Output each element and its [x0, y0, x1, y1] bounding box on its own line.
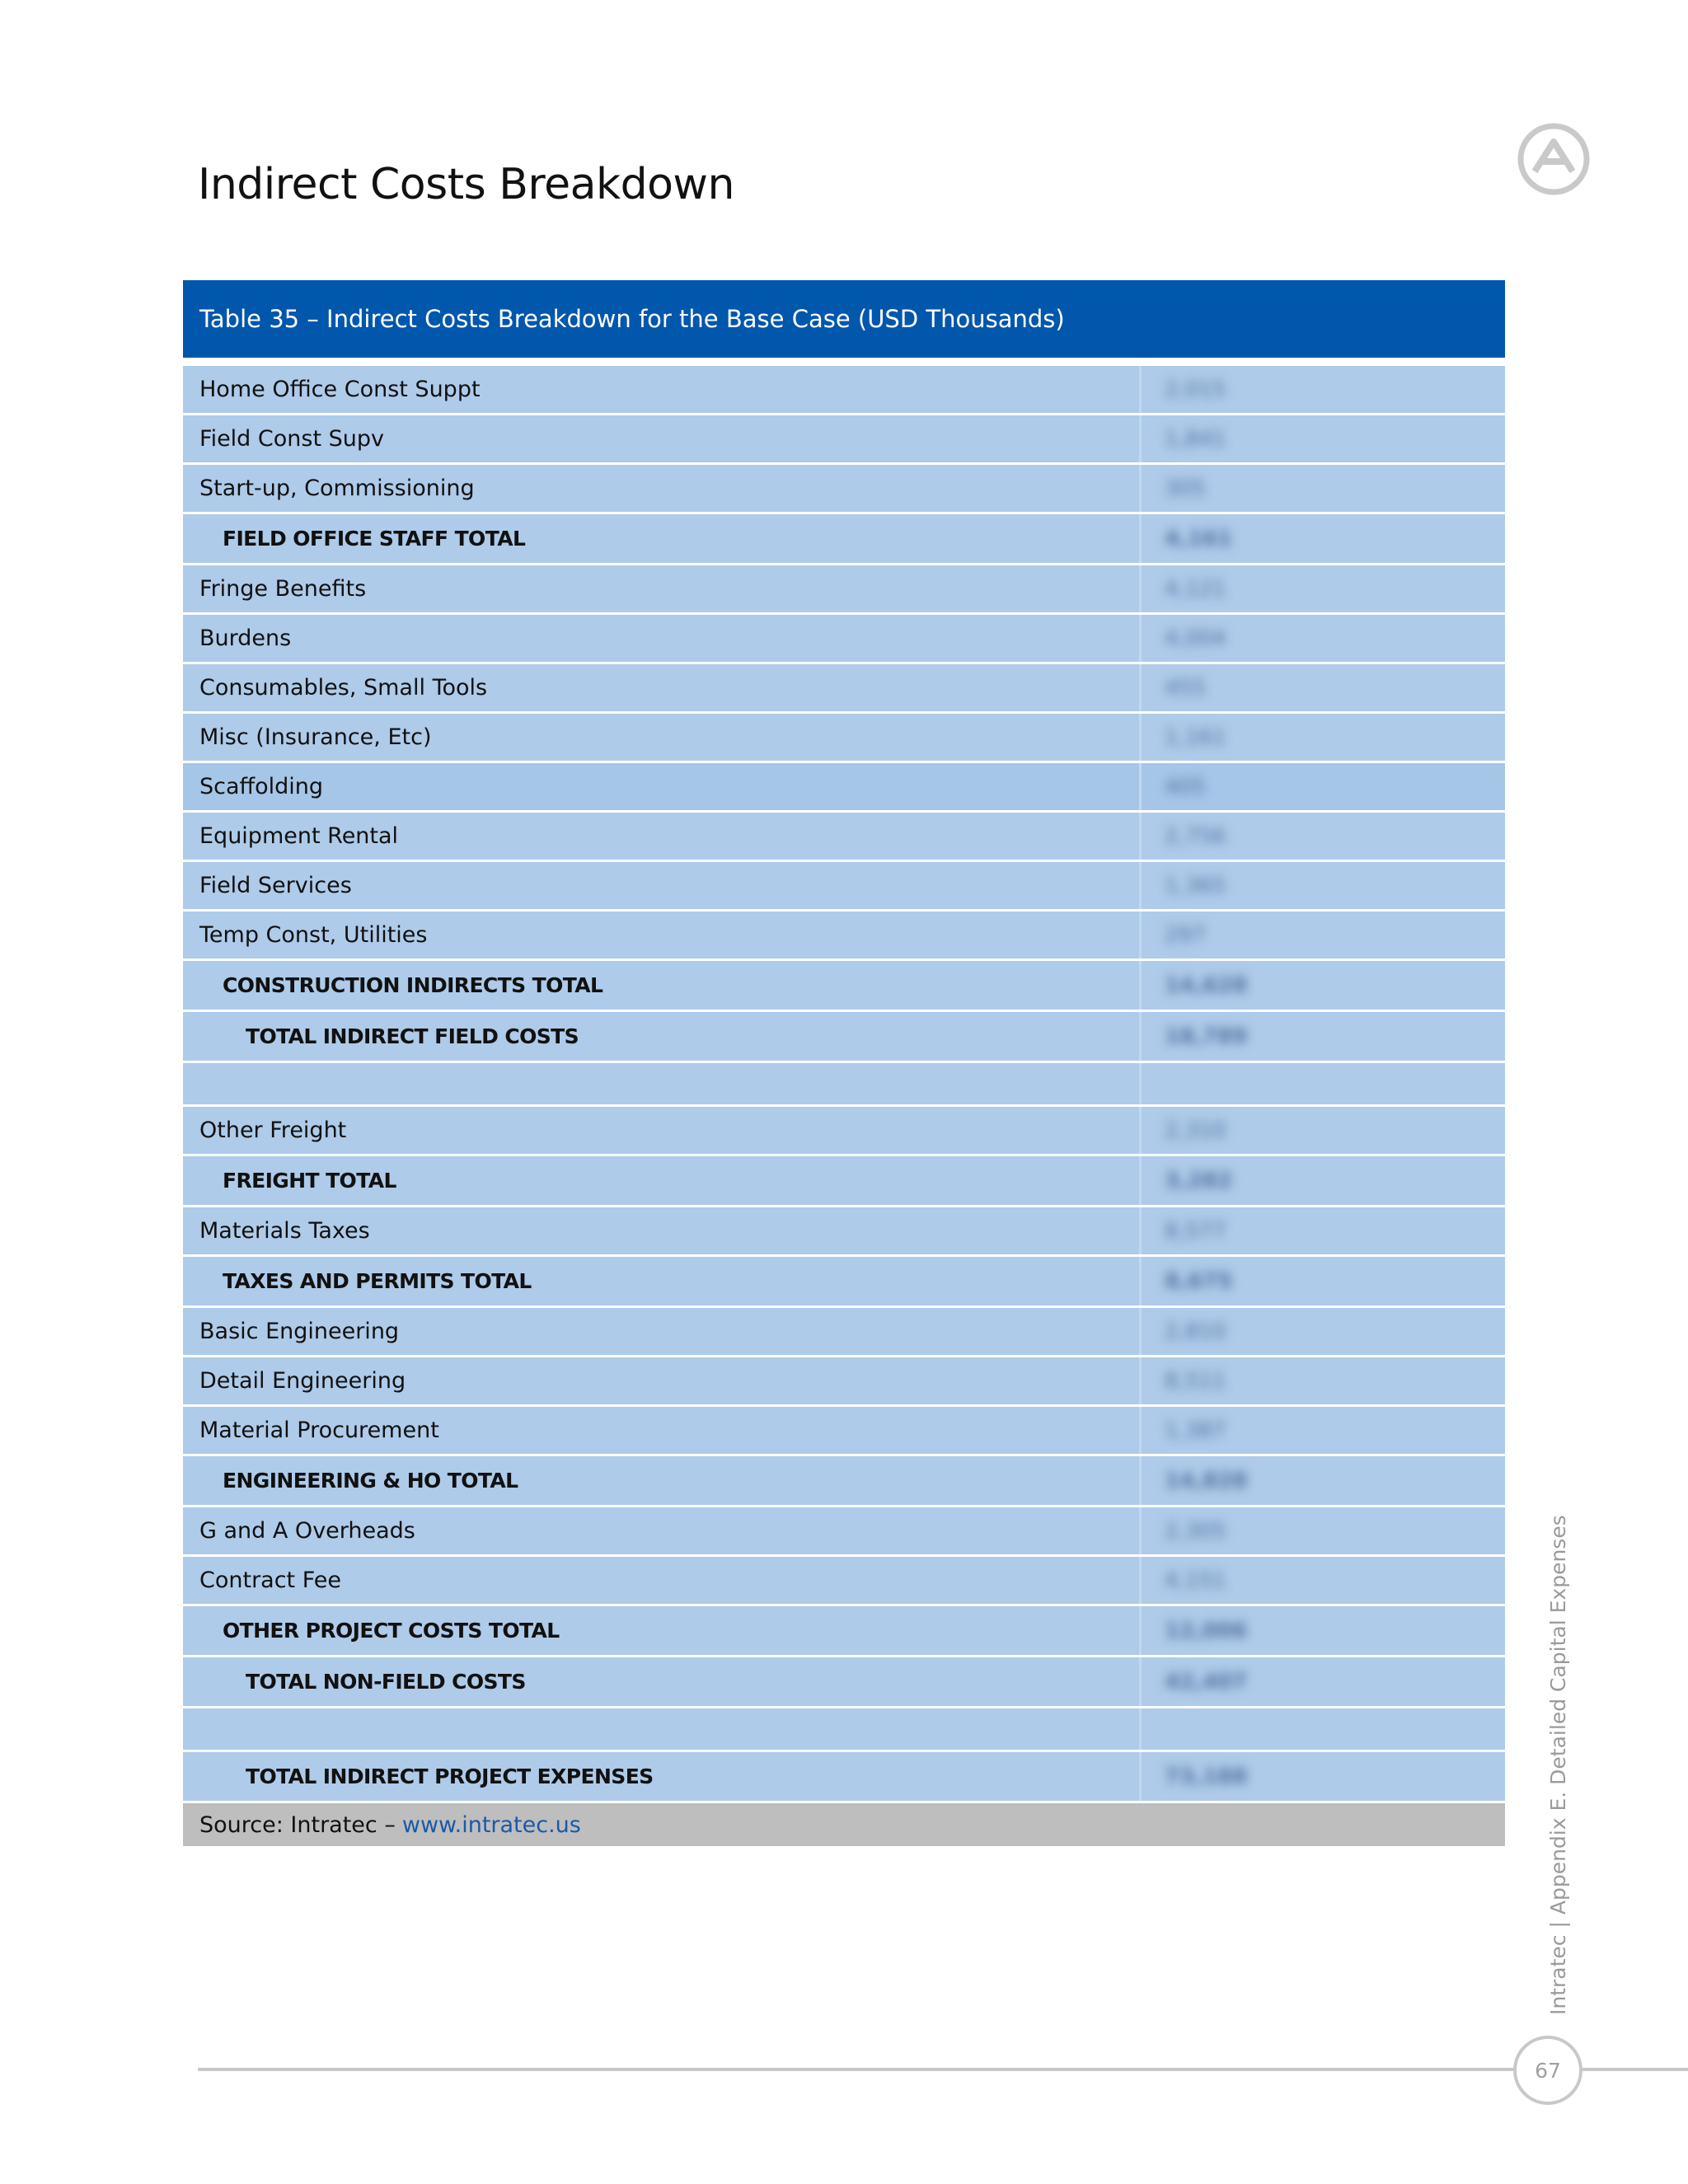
row-label: Burdens [199, 626, 292, 651]
indirect-costs-table [183, 280, 1505, 1846]
row-label: TOTAL INDIRECT FIELD COSTS [246, 1024, 579, 1048]
intratec-logo-icon [1517, 122, 1591, 196]
table-total-row [183, 1012, 1505, 1063]
row-label: Consumables, Small Tools [199, 675, 488, 701]
row-label: Start-up, Commissioning [199, 476, 475, 501]
table-row [183, 1407, 1505, 1456]
table-row [183, 1357, 1505, 1407]
row-value: 297 [1165, 922, 1206, 948]
row-value: 1,365 [1165, 873, 1226, 898]
table-row [183, 1207, 1505, 1257]
row-value-cell [1139, 961, 1505, 1010]
row-value: 455 [1165, 675, 1206, 701]
row-label: Home Office Const Suppt [199, 377, 481, 402]
row-value: 405 [1165, 774, 1206, 799]
row-label: TOTAL NON-FIELD COSTS [246, 1670, 526, 1694]
row-value: 305 [1165, 476, 1206, 501]
page-title: Indirect Costs Breakdown [198, 160, 734, 209]
table-spacer-row [183, 1063, 1505, 1107]
table-total-row [183, 1752, 1505, 1803]
row-value: 1,841 [1165, 426, 1226, 452]
row-label: Detail Engineering [199, 1368, 406, 1394]
table-caption: Table 35 – Indirect Costs Breakdown for the Base Case (USD Thousands) [183, 280, 1505, 358]
row-label: ENGINEERING & HO TOTAL [223, 1469, 518, 1493]
row-label: Fringe Benefits [199, 576, 367, 602]
table-row [183, 415, 1505, 465]
table-row [183, 862, 1505, 912]
row-label: TOTAL INDIRECT PROJECT EXPENSES [246, 1765, 654, 1788]
row-label: Other Freight [199, 1118, 347, 1143]
row-label: Misc (Insurance, Etc) [199, 724, 432, 750]
table-total-row [183, 514, 1505, 565]
table-row [183, 664, 1505, 714]
row-label: G and A Overheads [199, 1518, 415, 1544]
row-value-cell [1139, 1257, 1505, 1305]
row-value-cell [1139, 813, 1505, 860]
row-label: CONSTRUCTION INDIRECTS TOTAL [223, 973, 603, 997]
row-label: FREIGHT TOTAL [223, 1169, 396, 1193]
row-label: FIELD OFFICE STAFF TOTAL [223, 527, 526, 551]
row-value: 8,577 [1165, 1218, 1226, 1244]
table-body [183, 366, 1505, 1803]
row-value: 1,387 [1165, 1418, 1226, 1443]
row-value-cell [1139, 565, 1505, 612]
table-row [183, 1308, 1505, 1357]
row-value-cell [1139, 1708, 1505, 1750]
row-value: 2,310 [1165, 1118, 1226, 1143]
row-value: 2,305 [1165, 1518, 1226, 1544]
table-total-row [183, 961, 1505, 1012]
table-row [183, 714, 1505, 763]
row-value-cell [1139, 1207, 1505, 1254]
row-value: 3,282 [1165, 1168, 1233, 1193]
row-label: Contract Fee [199, 1568, 342, 1593]
row-value-cell [1139, 1507, 1505, 1554]
row-value-cell [1139, 1156, 1505, 1205]
row-label: Field Services [199, 873, 352, 898]
table-total-row [183, 1156, 1505, 1207]
row-value: 18,789 [1165, 1024, 1248, 1049]
row-label: Equipment Rental [199, 823, 399, 849]
table-row [183, 1557, 1505, 1606]
row-value-cell [1139, 366, 1505, 413]
table-total-row [183, 1657, 1505, 1708]
table-source [183, 1803, 1505, 1846]
row-value-cell [1139, 1657, 1505, 1706]
row-value: 4,151 [1165, 1568, 1226, 1593]
row-value: 42,407 [1165, 1669, 1248, 1694]
row-value: 4,121 [1165, 576, 1226, 602]
row-value-cell [1139, 664, 1505, 711]
row-value: 14,628 [1165, 972, 1248, 998]
row-value-cell [1139, 1012, 1505, 1061]
row-value: 1,161 [1165, 724, 1226, 750]
row-label: Temp Const, Utilities [199, 922, 428, 948]
table-row [183, 565, 1505, 615]
row-value-cell [1139, 763, 1505, 810]
table-row [183, 465, 1505, 514]
table-row [183, 813, 1505, 862]
table-row [183, 615, 1505, 664]
table-total-row [183, 1606, 1505, 1657]
row-value: 2,015 [1165, 377, 1226, 402]
row-value: 14,828 [1165, 1468, 1248, 1493]
row-value-cell [1139, 514, 1505, 563]
row-value: 8,675 [1165, 1268, 1233, 1294]
row-value-cell [1139, 912, 1505, 958]
row-label: TAXES AND PERMITS TOTAL [223, 1269, 532, 1293]
row-label: OTHER PROJECT COSTS TOTAL [223, 1619, 560, 1643]
table-row [183, 912, 1505, 961]
row-value-cell [1139, 415, 1505, 462]
row-value-cell [1139, 862, 1505, 909]
row-label: Scaffolding [199, 774, 324, 799]
source-link[interactable]: www.intratec.us [401, 1811, 581, 1838]
table-spacer-row [183, 1708, 1505, 1752]
row-value-cell [1139, 1308, 1505, 1355]
table-row [183, 1107, 1505, 1156]
row-value: 2,810 [1165, 1319, 1226, 1344]
row-value: 8,511 [1165, 1368, 1226, 1394]
row-value-cell [1139, 615, 1505, 662]
row-value-cell [1139, 1557, 1505, 1604]
row-label: Material Procurement [199, 1418, 439, 1443]
row-value-cell [1139, 1752, 1505, 1801]
row-value: 4,161 [1165, 526, 1233, 551]
row-label [183, 1063, 1139, 1104]
table-row [183, 366, 1505, 415]
row-value-cell [1139, 1407, 1505, 1454]
table-total-row [183, 1257, 1505, 1308]
row-value-cell [1139, 465, 1505, 512]
row-value-cell [1139, 1063, 1505, 1104]
row-label: Basic Engineering [199, 1319, 400, 1344]
row-label [183, 1708, 1139, 1750]
row-value: 2,756 [1165, 823, 1226, 849]
page-number: 67 [1513, 2036, 1582, 2105]
footer-divider [198, 2068, 1688, 2071]
table-row [183, 763, 1505, 813]
row-value: 4,004 [1165, 626, 1226, 651]
row-value-cell [1139, 1357, 1505, 1404]
row-value-cell [1139, 1606, 1505, 1655]
row-value-cell [1139, 1456, 1505, 1505]
side-running-header: Intratec | Appendix E. Detailed Capital Expenses [1546, 1515, 1570, 2015]
row-label: Materials Taxes [199, 1218, 370, 1244]
row-value-cell [1139, 714, 1505, 761]
row-label: Field Const Supv [199, 426, 384, 452]
row-value: 73,188 [1165, 1764, 1248, 1789]
row-value: 12,006 [1165, 1618, 1248, 1643]
row-value-cell [1139, 1107, 1505, 1154]
table-row [183, 1507, 1505, 1557]
source-label: Source: Intratec – [199, 1811, 396, 1838]
table-total-row [183, 1456, 1505, 1507]
